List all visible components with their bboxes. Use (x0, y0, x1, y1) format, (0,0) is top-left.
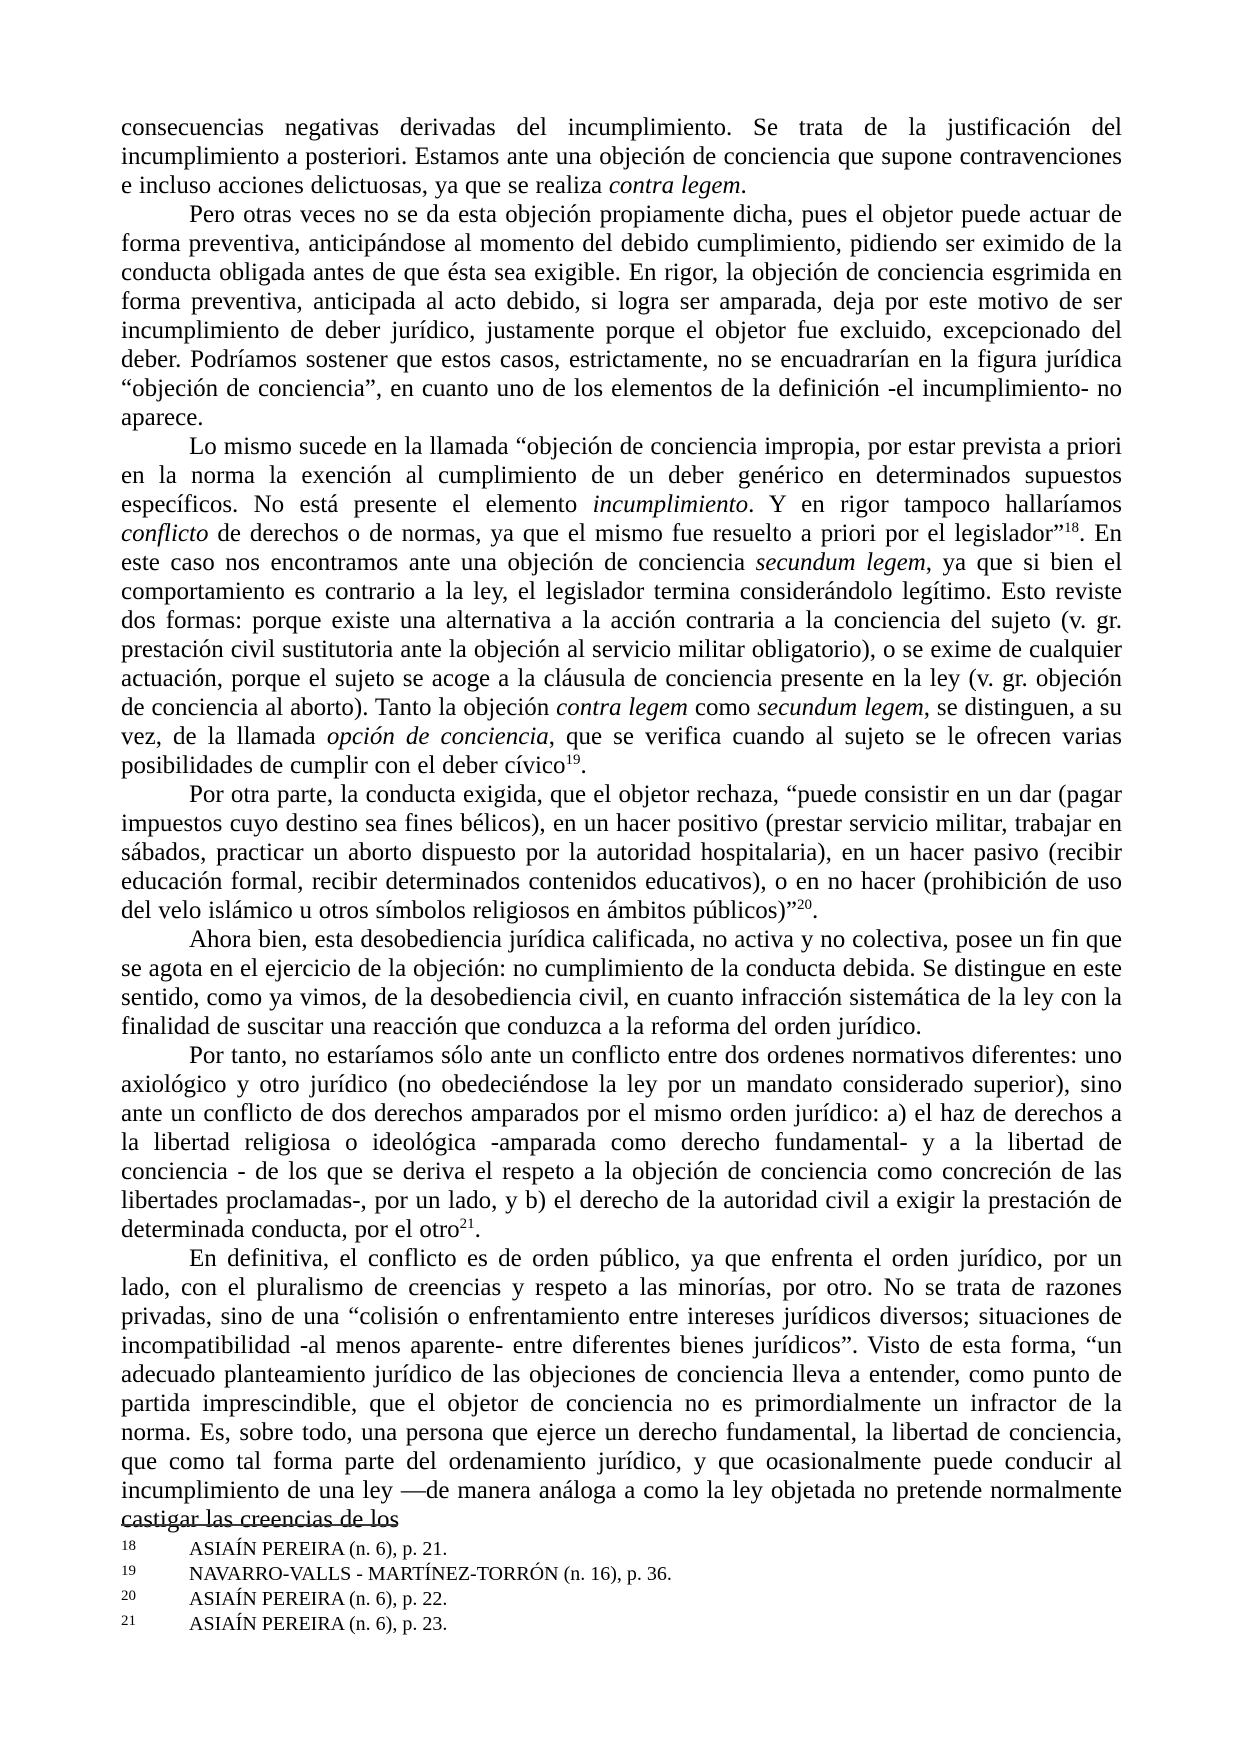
footnote (121, 1588, 1122, 1613)
text-run: . (580, 752, 587, 779)
footnote-ref: 21 (459, 1216, 475, 1232)
footnote-number: 20 (121, 1588, 136, 1604)
footnote-separator (121, 1524, 398, 1526)
italic-text: incumplimiento (592, 491, 749, 518)
paragraph (121, 1244, 1122, 1534)
text-run: . (811, 897, 819, 924)
text-run: consecuencias negativas derivadas del incumplimiento. Se trata de la justificación del incumplimiento a posteriori. Estamos ante una objeción de conciencia que supone contravenciones e incluso acciones delictuosas, ya que se realiza (121, 114, 1122, 199)
footnote-ref: 19 (565, 752, 581, 768)
footnote-text: ASIAÍN PEREIRA (n. 6), p. 23. (189, 1613, 448, 1635)
footnote-number: 18 (121, 1538, 136, 1554)
text-run: . (474, 1216, 481, 1243)
italic-text: conflicto (121, 520, 209, 547)
paragraph (121, 432, 1122, 780)
text-run: , ya que si bien el comportamiento es contrario a la ley, el legislador termina considerándolo legítimo. Esto reviste dos formas: porque existe una alternativa a la acción contraria a la conciencia del sujeto (v. gr. prestación civil sustitutoria ante la objeción al servicio militar obligatorio), o se exime de cualquier actuación, porque el sujeto se acoge a la cláusula de conciencia presente en la ley (v. gr. objeción de conciencia al aborto). Tanto la objeción (121, 549, 1123, 721)
footnotes-section (121, 1538, 1122, 1638)
italic-text: contra legem (556, 694, 688, 721)
italic-text: secundum legem (755, 549, 926, 576)
footnote-text: ASIAÍN PEREIRA (n. 6), p. 21. (189, 1538, 448, 1560)
footnote-number: 21 (121, 1613, 136, 1629)
footnote (121, 1538, 1122, 1563)
text-run: . En este caso nos encontramos ante una objeción de conciencia (121, 520, 1122, 576)
text-run: de derechos o de normas, ya que el mismo fue resuelto a priori por el legislador” (208, 520, 1065, 547)
italic-text: contra legem (608, 172, 741, 199)
italic-text: secundum legem (757, 694, 924, 721)
text-run: Por otra parte, la conducta exigida, que el objetor rechaza, “puede consistir en un dar (pagar impuestos cuyo destino sea fines bélicos), en un hacer positivo (prestar servicio militar, trabajar en sábados, practicar un aborto dispuesto por la autoridad hospitalaria), en un hacer pasivo (recibir educación formal, recibir determinados contenidos educativos), o en no hacer (prohibición de uso del velo islámico u otros símbolos religiosos en ámbitos públicos)” (121, 781, 1122, 924)
text-run: . (740, 172, 747, 199)
italic-text: opción de conciencia (326, 723, 549, 750)
text-run: Pero otras veces no se da esta objeción propiamente dicha, pues el objetor puede actuar de forma preventiva, anticipándose al momento del debido cumplimiento, pidiendo ser eximido de la conducta obligada antes de que ésta sea exigible. En rigor, la objeción de conciencia esgrimida en forma preventiva, anticipada al acto debido, si logra ser amparada, deja por este motivo de ser incumplimiento de deber jurídico, justamente porque el objetor fue excluido, excepcionado del deber. Podríamos sostener que estos casos, estrictamente, no se encuadrarían en la figura jurídica “objeción de conciencia”, en cuanto uno de los elementos de la definición -el incumplimiento- no aparece. (121, 201, 1122, 431)
paragraph (121, 113, 1122, 200)
footnote-ref: 18 (1064, 520, 1080, 536)
paragraph (121, 1041, 1122, 1244)
text-run: En definitiva, el conflicto es de orden público, ya que enfrenta el orden jurídico, por un lado, con el pluralismo de creencias y respeto a las minorías, por otro. No se trata de razones privadas, sino de una “colisión o enfrentamiento entre intereses jurídicos diversos; situaciones de incompatibilidad -al menos aparente- entre diferentes bienes jurídicos”. Visto de esta forma, “un adecuado planteamiento jurídico de las objeciones de conciencia lleva a entender, como punto de partida imprescindible, que el objetor de conciencia no es primordialmente un infractor de la norma. Es, sobre todo, una persona que ejerce un derecho fundamental, la libertad de conciencia, que como tal forma parte del ordenamiento jurídico, y que ocasionalmente puede conducir al incumplimiento de una ley —de manera análoga a como la ley objetada no pretende normalmente castigar las creencias de los (121, 1245, 1122, 1533)
text-run: , se distinguen, a su vez, de la llamada (121, 694, 1123, 750)
footnote-text: NAVARRO-VALLS - MARTÍNEZ-TORRÓN (n. 16), p. 36. (189, 1563, 672, 1585)
text-run: Por tanto, no estaríamos sólo ante un conflicto entre dos ordenes normativos diferentes: uno axiológico y otro jurídico (no obedeciéndose la ley por un mandato considerado superior), sino ante un conflicto de dos derechos amparados por el mismo orden jurídico: a) el haz de derechos a la libertad religiosa o ideológica -amparada como derecho fundamental- y a la libertad de conciencia - de los que se deriva el respeto a la objeción de conciencia como concreción de las libertades proclamadas-, por un lado, y b) el derecho de la autoridad civil a exigir la prestación de determinada conducta, por el otro (121, 1042, 1122, 1243)
footnote-number: 19 (121, 1563, 136, 1579)
text-run: Ahora bien, esta desobediencia jurídica calificada, no activa y no colectiva, posee un fin que se agota en el ejercicio de la objeción: no cumplimiento de la conducta debida. Se distingue en este sentido, como ya vimos, de la desobediencia civil, en cuanto infracción sistemática de la ley con la finalidad de suscitar una reacción que conduzca a la reforma del orden jurídico. (121, 926, 1122, 1040)
body-text (121, 113, 1122, 1534)
text-run: , que se verifica cuando al sujeto se le ofrecen varias posibilidades de cumplir con el deber cívico (121, 723, 1122, 779)
footnote (121, 1563, 1122, 1588)
text-run: Lo mismo sucede en la llamada “objeción de conciencia impropia, por estar prevista a priori en la norma la exención al cumplimiento de un deber genérico en determinados supuestos específicos. No está presente el elemento (121, 433, 1122, 518)
footnote-ref: 20 (796, 897, 812, 913)
footnote-text: ASIAÍN PEREIRA (n. 6), p. 22. (189, 1588, 448, 1610)
text-run: como (688, 694, 758, 721)
paragraph (121, 925, 1122, 1041)
paragraph (121, 780, 1122, 925)
text-run: . Y en rigor tampoco hallaríamos (748, 491, 1123, 518)
paragraph (121, 200, 1122, 432)
footnote (121, 1613, 1122, 1638)
